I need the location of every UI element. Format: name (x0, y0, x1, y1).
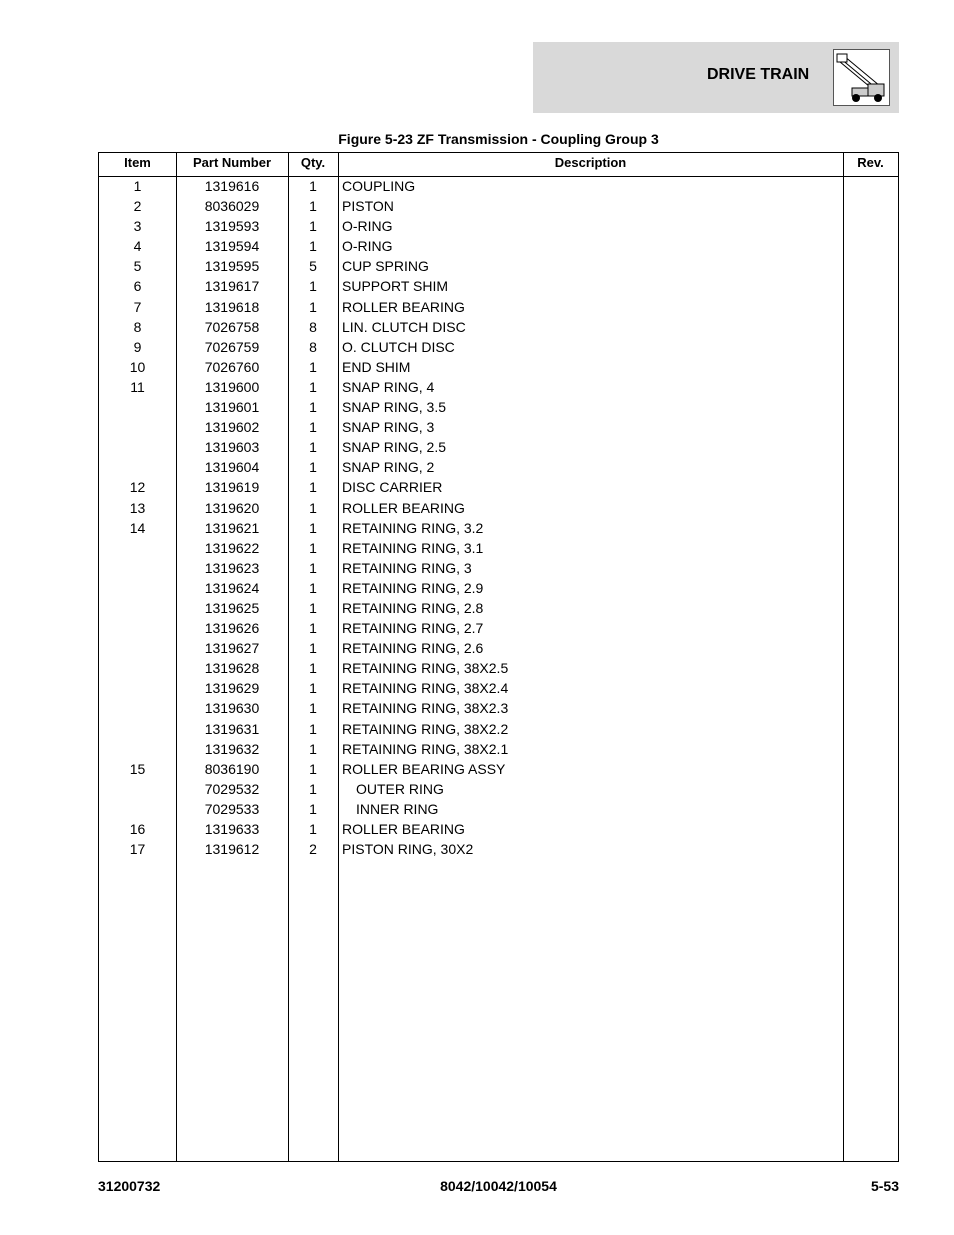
quantity: 1 (309, 740, 317, 757)
footer-page-number: 5-53 (870, 1178, 899, 1194)
item-number: 1 (133, 178, 142, 194)
part-number: 1319620 (204, 499, 260, 516)
boom-lift-icon (833, 49, 890, 106)
item-number: 15 (129, 760, 146, 777)
description: ROLLER BEARING (342, 499, 465, 516)
part-number: 7029532 (204, 780, 260, 797)
quantity: 1 (309, 399, 317, 416)
table-row (99, 618, 898, 638)
table-row (99, 839, 898, 859)
part-number: 1319612 (204, 841, 260, 858)
quantity: 1 (309, 218, 317, 235)
part-number: 7029533 (204, 800, 260, 817)
item-number: 17 (129, 841, 146, 858)
table-row (99, 397, 898, 417)
quantity: 1 (309, 680, 317, 697)
description: DISC CARRIER (342, 479, 443, 496)
description: RETAINING RING, 3 (342, 559, 472, 576)
table-row (99, 317, 898, 337)
table-row (99, 357, 898, 377)
item-number: 14 (129, 519, 146, 536)
table-row (99, 558, 898, 578)
quantity: 1 (309, 178, 317, 194)
quantity: 1 (309, 780, 317, 797)
part-number: 8036029 (204, 198, 260, 215)
table-row (99, 598, 898, 618)
table-row (99, 719, 898, 739)
column-header-part-number: Part Number (192, 155, 272, 170)
description: O. CLUTCH DISC (342, 338, 455, 355)
part-number: 1319629 (204, 680, 260, 697)
column-header-qty: Qty. (300, 155, 326, 170)
table-row (99, 739, 898, 759)
quantity: 1 (309, 800, 317, 817)
part-number: 1319616 (204, 178, 260, 194)
table-row (99, 437, 898, 457)
description: SNAP RING, 3.5 (342, 399, 447, 416)
quantity: 8 (309, 318, 317, 335)
item-number: 2 (133, 198, 142, 215)
description: CUP SPRING (342, 258, 429, 275)
part-number: 7026758 (204, 318, 260, 335)
part-number: 1319630 (204, 700, 260, 717)
part-number: 1319594 (204, 238, 260, 255)
table-row (99, 698, 898, 718)
quantity: 5 (309, 258, 317, 275)
table-row (99, 176, 898, 196)
parts-table (98, 152, 899, 1162)
part-number: 1319623 (204, 559, 260, 576)
quantity: 1 (309, 238, 317, 255)
description: SNAP RING, 2 (342, 459, 435, 476)
part-number: 1319618 (204, 298, 260, 315)
description: RETAINING RING, 2.9 (342, 579, 484, 596)
item-number: 7 (133, 298, 142, 315)
table-row (99, 518, 898, 538)
quantity: 1 (309, 760, 317, 777)
item-number: 4 (133, 238, 142, 255)
quantity: 1 (309, 821, 317, 837)
part-number: 1319617 (204, 278, 260, 295)
item-number: 8 (133, 318, 142, 335)
table-row (99, 538, 898, 558)
table-row (99, 297, 898, 317)
description: PISTON RING, 30X2 (342, 841, 474, 858)
quantity: 1 (309, 419, 317, 436)
item-number: 13 (129, 499, 146, 516)
part-number: 1319627 (204, 640, 260, 657)
description: RETAINING RING, 38X2.2 (342, 720, 509, 737)
quantity: 1 (309, 700, 317, 717)
description: END SHIM (342, 358, 411, 375)
description: RETAINING RING, 38X2.5 (342, 660, 509, 677)
part-number: 1319626 (204, 620, 260, 637)
part-number: 7026759 (204, 338, 260, 355)
description: ROLLER BEARING (342, 298, 465, 315)
quantity: 1 (309, 660, 317, 677)
table-header (99, 153, 898, 177)
table-row (99, 377, 898, 397)
part-number: 1319624 (204, 579, 260, 596)
description: O-RING (342, 238, 393, 255)
quantity: 1 (309, 378, 317, 395)
table-row (99, 658, 898, 678)
description: SNAP RING, 4 (342, 378, 435, 395)
column-header-item: Item (124, 155, 151, 170)
column-header-rev: Rev. (857, 155, 884, 170)
quantity: 1 (309, 539, 317, 556)
description: ROLLER BEARING (342, 821, 465, 837)
part-number: 1319593 (204, 218, 260, 235)
description: RETAINING RING, 2.6 (342, 640, 484, 657)
table-row (99, 678, 898, 698)
quantity: 1 (309, 358, 317, 375)
quantity: 1 (309, 198, 317, 215)
item-number: 6 (133, 278, 142, 295)
column-header-description: Description (554, 155, 627, 170)
table-row (99, 799, 898, 819)
table-row (99, 819, 898, 839)
part-number: 1319603 (204, 439, 260, 456)
part-number: 1319619 (204, 479, 260, 496)
quantity: 8 (309, 338, 317, 355)
quantity: 1 (309, 479, 317, 496)
quantity: 2 (309, 841, 317, 858)
quantity: 1 (309, 579, 317, 596)
quantity: 1 (309, 620, 317, 637)
quantity: 1 (309, 720, 317, 737)
footer-model-numbers: 8042/10042/10054 (440, 1178, 557, 1194)
quantity: 1 (309, 640, 317, 657)
item-number: 16 (129, 821, 146, 837)
quantity: 1 (309, 459, 317, 476)
table-row (99, 236, 898, 256)
description: SNAP RING, 2.5 (342, 439, 447, 456)
description: LIN. CLUTCH DISC (342, 318, 466, 335)
item-number: 12 (129, 479, 146, 496)
part-number: 1319632 (204, 740, 260, 757)
item-number: 5 (133, 258, 142, 275)
table-row (99, 779, 898, 799)
part-number: 1319600 (204, 378, 260, 395)
description: RETAINING RING, 38X2.1 (342, 740, 509, 757)
table-row (99, 638, 898, 658)
description: SNAP RING, 3 (342, 419, 435, 436)
description: RETAINING RING, 38X2.4 (342, 680, 509, 697)
quantity: 1 (309, 559, 317, 576)
description: RETAINING RING, 3.1 (342, 539, 484, 556)
description: COUPLING (342, 178, 416, 194)
description: OUTER RING (356, 780, 444, 797)
description: PISTON (342, 198, 394, 215)
part-number: 1319621 (204, 519, 260, 536)
table-row (99, 256, 898, 276)
footer-document-number: 31200732 (98, 1178, 161, 1194)
quantity: 1 (309, 298, 317, 315)
part-number: 1319633 (204, 821, 260, 837)
section-header (533, 42, 899, 113)
description: RETAINING RING, 2.7 (342, 620, 484, 637)
part-number: 7026760 (204, 358, 260, 375)
quantity: 1 (309, 278, 317, 295)
item-number: 9 (133, 338, 142, 355)
quantity: 1 (309, 499, 317, 516)
description: INNER RING (356, 800, 439, 817)
item-number: 10 (129, 358, 146, 375)
table-row (99, 759, 898, 779)
table-row (99, 276, 898, 296)
section-title: DRIVE TRAIN (707, 66, 810, 83)
description: SUPPORT SHIM (342, 278, 449, 295)
part-number: 1319601 (204, 399, 260, 416)
description: O-RING (342, 218, 393, 235)
table-row (99, 477, 898, 497)
item-number: 3 (133, 218, 142, 235)
description: RETAINING RING, 3.2 (342, 519, 484, 536)
description: RETAINING RING, 2.8 (342, 599, 484, 616)
figure-title: Figure 5-23 ZF Transmission - Coupling Group 3 (338, 131, 659, 147)
quantity: 1 (309, 439, 317, 456)
table-row (99, 196, 898, 216)
table-body (99, 176, 898, 859)
part-number: 1319604 (204, 459, 260, 476)
table-row (99, 457, 898, 477)
part-number: 1319631 (204, 720, 260, 737)
table-row (99, 337, 898, 357)
table-row (99, 578, 898, 598)
description: RETAINING RING, 38X2.3 (342, 700, 509, 717)
table-row (99, 498, 898, 518)
table-row (99, 417, 898, 437)
part-number: 1319602 (204, 419, 260, 436)
part-number: 1319622 (204, 539, 260, 556)
quantity: 1 (309, 599, 317, 616)
description: ROLLER BEARING ASSY (342, 760, 506, 777)
item-number: 11 (130, 378, 145, 395)
part-number: 1319595 (204, 258, 260, 275)
part-number: 1319625 (204, 599, 260, 616)
table-row (99, 216, 898, 236)
part-number: 1319628 (204, 660, 260, 677)
quantity: 1 (309, 519, 317, 536)
part-number: 8036190 (204, 760, 260, 777)
